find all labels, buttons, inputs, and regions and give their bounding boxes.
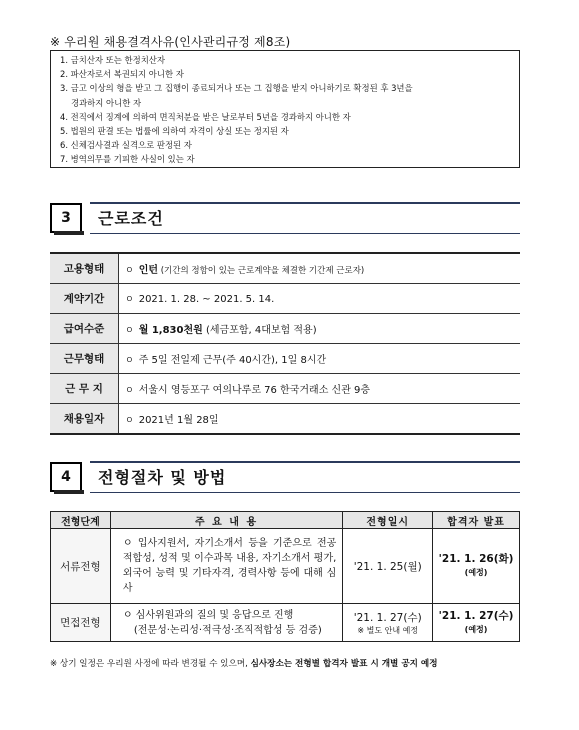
column-header: 주 요 내 용 [110, 512, 342, 529]
row-label: 고용형태 [50, 253, 119, 284]
note-text: ※ 상기 일정은 우리원 사정에 따라 변경될 수 있으며, [50, 659, 251, 669]
divider [90, 233, 520, 234]
announce-cell [433, 604, 520, 642]
table-row [51, 529, 520, 604]
bullet-icon: ㅇ [125, 326, 134, 336]
disqualification-list [50, 50, 520, 168]
list-item: 2. 파산자로서 복권되지 아니한 자 [60, 69, 184, 80]
row-label: 근무형태 [50, 344, 119, 374]
row-label: 근 무 지 [50, 374, 119, 404]
note-bold-text: 심사장소는 전형별 합격자 발표 시 개별 공지 예정 [250, 659, 438, 669]
content-line: (전문성·논리성·적극성·조직적합성 등 검증) [133, 624, 322, 636]
value-bold: 월 1,830천원 [138, 325, 203, 336]
row-value [119, 314, 521, 344]
date-note: ※ 별도 안내 예정 [357, 625, 419, 635]
section-3-heading [50, 203, 520, 235]
stage-cell: 서류전형 [51, 529, 111, 604]
table-row [51, 604, 520, 642]
table-row [50, 344, 520, 374]
row-value [119, 374, 521, 404]
content-line: ㅇ 심사위원과의 질의 및 응답으로 진행 [122, 609, 294, 621]
schedule-note [50, 657, 520, 672]
bullet-icon: ㅇ [125, 416, 134, 426]
announce-date: '21. 1. 27(수) [438, 609, 514, 622]
section-number: 4 [50, 462, 82, 492]
table-row [50, 253, 520, 284]
row-value [119, 344, 521, 374]
row-label: 급여수준 [50, 314, 119, 344]
disqualification-title: ※ 우리원 채용결격사유(인사관리규정 제8조) [50, 35, 291, 49]
list-item: 4. 전직에서 징계에 의하여 면직처분을 받은 날로부터 5년을 경과하지 아니한 자 [60, 111, 351, 122]
list-item-continuation: 경과하지 아니한 자 [71, 97, 142, 108]
column-header: 전형일시 [343, 512, 433, 529]
section-title: 근로조건 [98, 209, 164, 228]
row-value [119, 284, 521, 314]
table-row [50, 314, 520, 344]
value-bold: 인턴 [138, 265, 159, 276]
divider [90, 461, 520, 463]
table-header-row [51, 512, 520, 529]
value-text: 2021년 1월 28일 [138, 415, 219, 426]
announce-note: (예정) [464, 624, 488, 634]
table-row [50, 284, 520, 314]
announce-note: (예정) [464, 568, 488, 577]
stage-cell: 면접전형 [51, 604, 111, 642]
value-text: 주 5일 전일제 근무(주 40시간), 1일 8시간 [138, 355, 327, 366]
table-row [50, 404, 520, 435]
row-value [119, 253, 521, 284]
content-cell [110, 604, 342, 642]
column-header: 전형단계 [51, 512, 111, 529]
row-label: 채용일자 [50, 404, 119, 435]
list-item: 3. 금고 이상의 형을 받고 그 집행이 종료되거나 또는 그 집행을 받지 아니하기로 확정된 후 3년을 [60, 83, 413, 94]
date-cell: '21. 1. 25(월) [343, 529, 433, 604]
value-text: 2021. 1. 28. ~ 2021. 5. 14. [138, 294, 275, 305]
value-text: 서울시 영등포구 여의나루로 76 한국거래소 신관 9층 [138, 385, 371, 396]
list-item: 1. 금치산자 또는 한정치산자 [60, 55, 165, 65]
section-number: 3 [50, 203, 82, 233]
divider [90, 202, 520, 204]
bullet-icon: ㅇ [125, 295, 134, 305]
list-item: 5. 법원의 판결 또는 법률에 의하여 자격이 상실 또는 정지된 자 [60, 126, 289, 137]
row-value [119, 404, 521, 435]
section-title: 전형절차 및 방법 [98, 468, 227, 487]
row-label: 계약기간 [50, 284, 119, 314]
value-text: (기간의 정함이 있는 근로계약을 체결한 기간제 근로자) [158, 266, 365, 276]
column-header: 합격자 발표 [433, 512, 520, 529]
list-item: 6. 신체검사결과 실격으로 판정된 자 [60, 140, 192, 151]
announce-date: '21. 1. 26(화) [438, 553, 514, 565]
date-value: '21. 1. 27(수) [353, 611, 422, 624]
date-cell [343, 604, 433, 642]
value-text: (세금포함, 4대보험 적용) [202, 325, 317, 336]
section-4-heading [50, 462, 520, 494]
content-cell: ㅇ 입사지원서, 자기소개서 등을 기준으로 전공 적합성, 성적 및 이수과목 내용, 자기소개서 평가, 외국어 능력 및 기타자격, 경력사항 등에 대해 심사 [110, 529, 342, 604]
list-item: 7. 병역의무를 기피한 사실이 있는 자 [60, 154, 195, 165]
working-conditions-table [50, 252, 520, 435]
announce-cell [433, 529, 520, 604]
bullet-icon: ㅇ [125, 356, 134, 366]
bullet-icon: ㅇ [125, 386, 134, 396]
selection-process-table [50, 511, 520, 642]
bullet-icon: ㅇ [125, 266, 134, 276]
divider [90, 492, 520, 493]
table-row [50, 374, 520, 404]
